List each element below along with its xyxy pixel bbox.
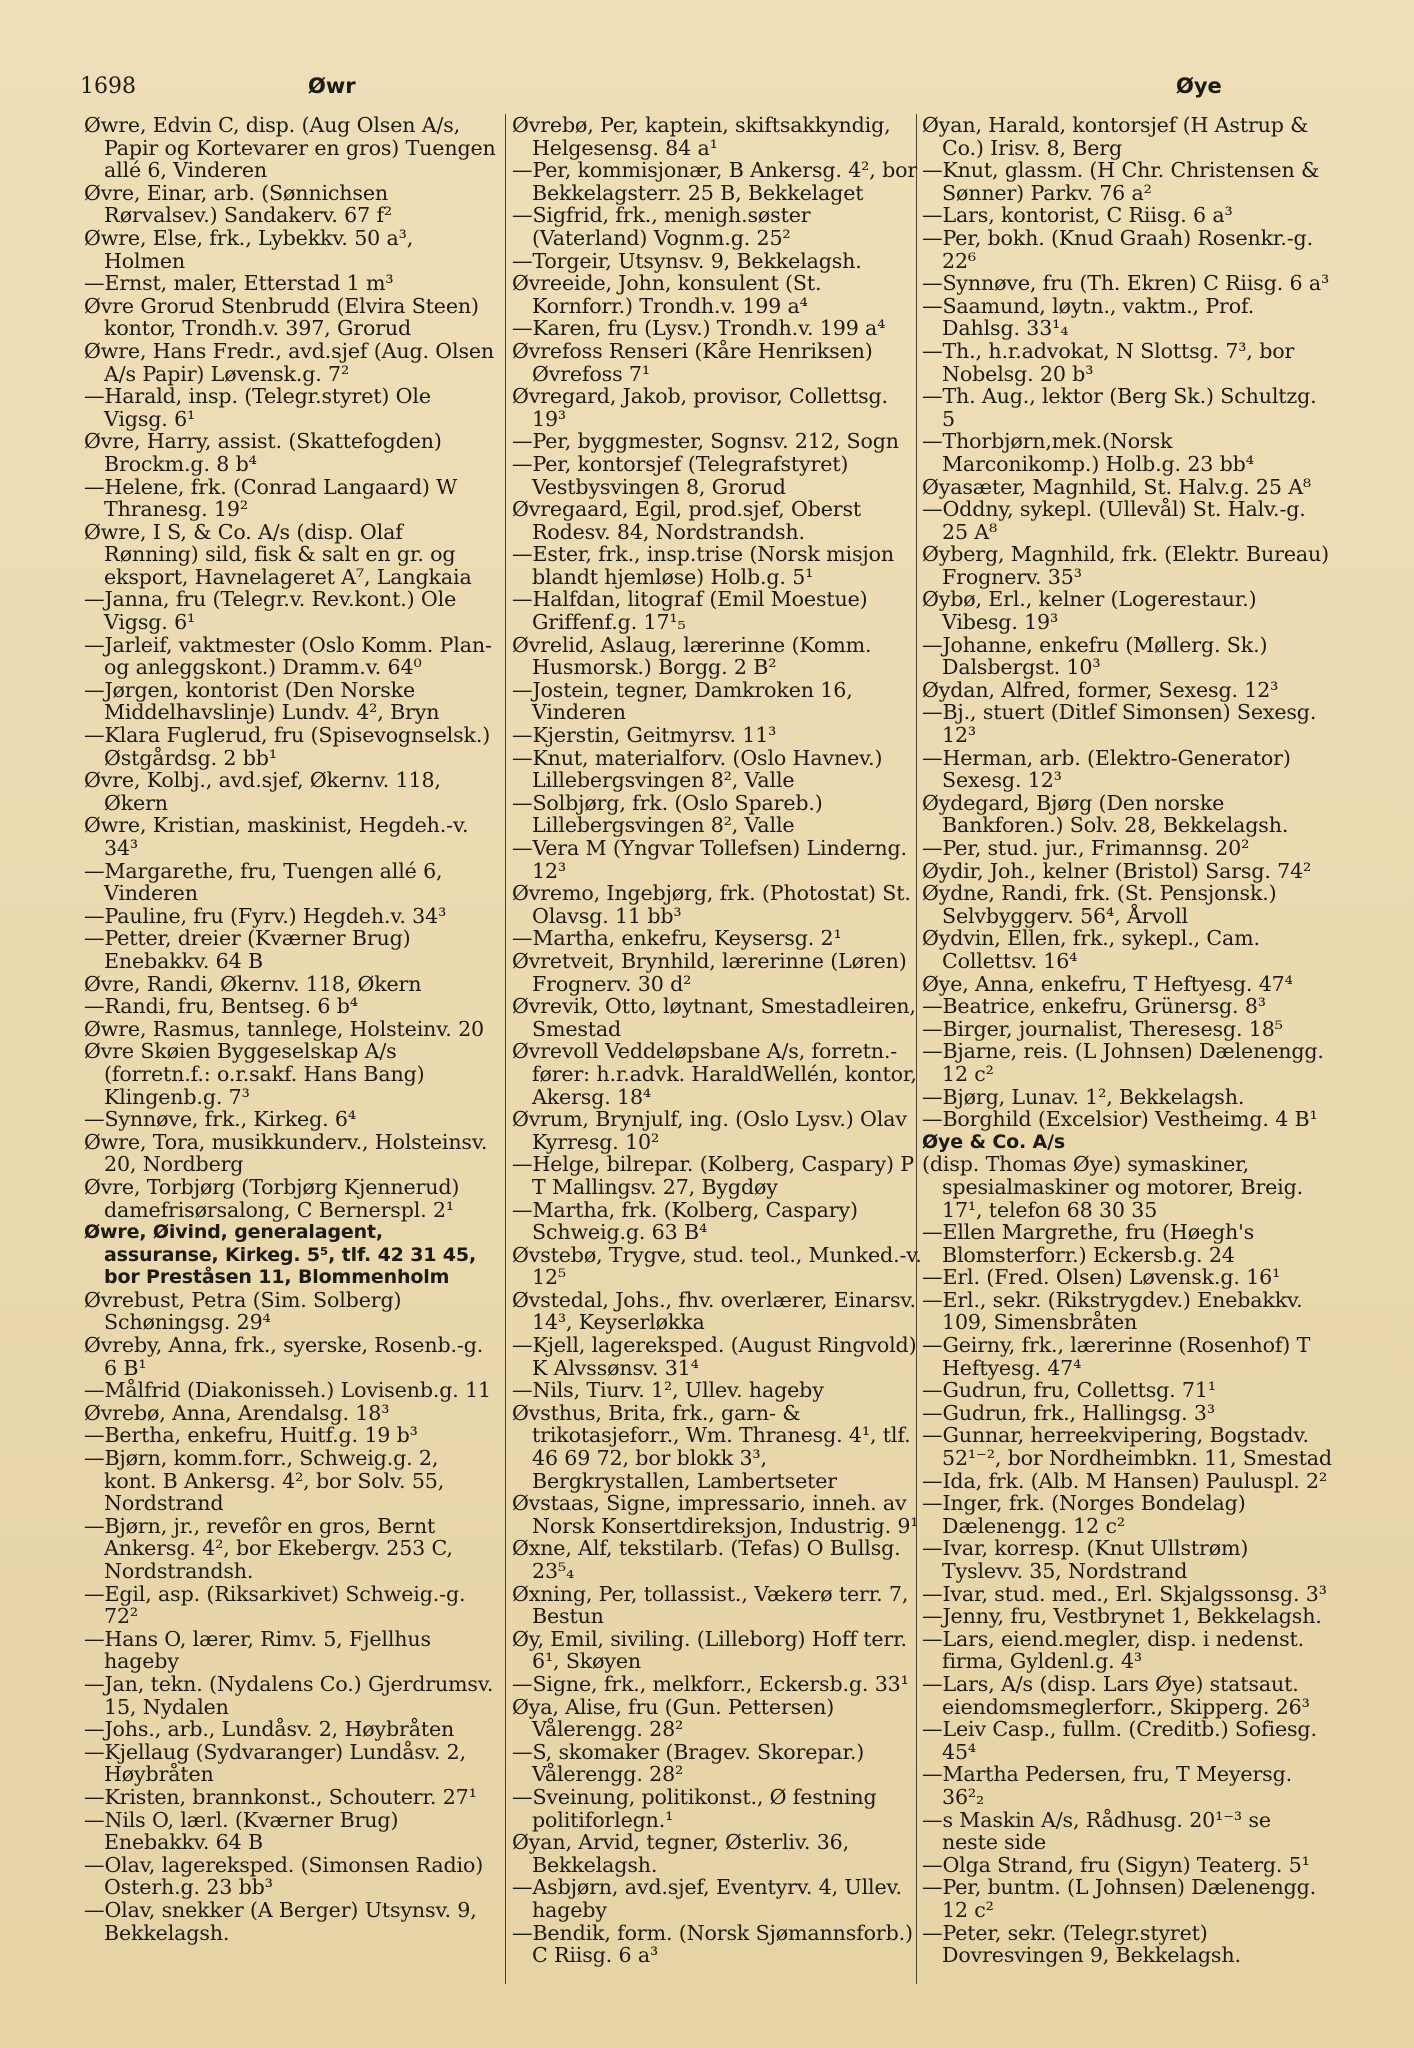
directory-entry: —Erl. (Fred. Olsen) Løvensk.g. 16¹	[922, 1265, 1281, 1290]
directory-entry: —Martha, enkefru, Keysersg. 2¹	[512, 926, 842, 951]
directory-entry: —Leiv Casp., fullm. (Creditb.) Sofiesg. 45⁴	[922, 1717, 1317, 1764]
directory-entry: —Inger, frk. (Norges Bondelag) Dælenengg. 12 c²	[922, 1491, 1246, 1538]
directory-entry: Øvre, Einar, arb. (Sønnichsen Rørvalsev.) Sandakerv. 67 f²	[84, 180, 393, 228]
directory-entry: —Bj., stuert (Ditlef Simonsen) Sexesg. 12³	[922, 700, 1317, 748]
directory-entry: —Beatrice, enkefru, Grünersg. 8³	[922, 994, 1266, 1019]
directory-entry: Øwre, Rasmus, tannlege, Holsteinv. 20	[84, 1016, 484, 1041]
directory-entry: Øyan, Harald, kontorsjef (H Astrup & Co.) Irisv. 8, Berg	[922, 113, 1309, 160]
directory-entry: —Erl., sekr. (Rikstrygdev.) Enebakkv. 109, Simensbråten	[922, 1287, 1303, 1335]
directory-entry: —Lars, kontorist, C Riisg. 6 a³	[922, 203, 1233, 228]
directory-entry: —Kjerstin, Geitmyrsv. 11³	[512, 723, 777, 748]
directory-entry: Øvrevik, Otto, løytnant, Smestadleiren, Smestad	[512, 994, 916, 1041]
directory-entry: —Per, kontorsjef (Telegrafstyret) Vestbysvingen 8, Grorud	[512, 451, 849, 499]
directory-entry: Øvre, Kolbj., avd.sjef, Økernv. 118, Økern	[84, 768, 441, 815]
directory-column-middle	[512, 114, 924, 1967]
directory-entry: —Bjørn, komm.forr., Schweig.g. 2, kont. B Ankersg. 4², bor Solv. 55, Nordstrand	[84, 1446, 445, 1516]
directory-entry: —Oddny, sykepl. (Ullevål) St. Halv.-g. 25 A⁸	[922, 497, 1306, 544]
directory-entry: —Jostein, tegner, Damkroken 16, Vinderen	[512, 677, 853, 725]
directory-entry: —Vera M (Yngvar Tollefsen) Linderng. 12³	[512, 836, 907, 883]
directory-entry: Øvstebø, Trygve, stud. teol., Munked.-v. 12⁵	[512, 1242, 922, 1290]
directory-column-right	[922, 114, 1332, 1967]
directory-entry: Øvre Grorud Stenbrudd (Elvira Steen) kontor, Trondh.v. 397, Grorud	[84, 293, 479, 341]
directory-entry: Øye & Co. A/s	[922, 1130, 1066, 1153]
directory-entry: —Per, kommisjonær, B Ankersg. 4², bor Bekkelagsterr. 25 B, Bekkelaget	[512, 158, 918, 205]
directory-entry: —Lars, A/s (disp. Lars Øye) statsaut. eiendomsmeglerforr., Skipperg. 26³	[922, 1671, 1310, 1719]
directory-entry: —Gunnar, herreekvipering, Bogstadv. 52¹⁻², bor Nordheimbkn. 11, Smestad	[922, 1423, 1332, 1471]
directory-entry: —Signe, frk., melkforr., Eckersb.g. 33¹	[512, 1671, 909, 1696]
directory-entry: Øxne, Alf, tekstilarb. (Tefas) O Bullsg. 23⁵₄	[512, 1536, 901, 1583]
directory-entry: Øwre, Øivind, generalagent, assuranse, Kirkeg. 5⁵, tlf. 42 31 45, bor Preståsen 11, Blommenholm	[84, 1221, 477, 1289]
directory-entry: —Borghild (Excelsior) Vestheimg. 4 B¹	[922, 1107, 1318, 1132]
directory-entry: —Lars, eiend.megler, disp. i nedenst. firma, Gyldenl.g. 4³	[922, 1626, 1305, 1674]
directory-entry: —Petter, dreier (Kværner Brug) Enebakkv. 64 B	[84, 926, 411, 973]
column-divider	[505, 114, 506, 1984]
directory-entry: —Ester, frk., insp.trise (Norsk misjon blandt hjemløse) Holb.g. 5¹	[512, 542, 894, 589]
directory-entry: —Th. Aug., lektor (Berg Sk.) Schultzg. 5	[922, 384, 1317, 431]
directory-entry: —Olav, snekker (A Berger) Utsynsv. 9, Bekkelagsh.	[84, 1897, 477, 1945]
directory-entry: Øwre, Hans Fredr., avd.sjef (Aug. Olsen A/s Papir) Løvensk.g. 7²	[84, 338, 495, 386]
directory-entry: —Randi, fru, Bentseg. 6 b⁴	[84, 994, 358, 1019]
directory-entry: Øvsthus, Brita, frk., garn- & trikotasjeforr., Wm. Thranesg. 4¹, tlf. 46 69 72, bor blokk 3³, Bergkrystallen, Lambertseter	[512, 1400, 911, 1493]
directory-entry: —Martha, frk. (Kolberg, Caspary) Schweig.g. 63 B⁴	[512, 1197, 858, 1245]
directory-entry: —Nils O, lærl. (Kværner Brug) Enebakkv. 64 B	[84, 1807, 399, 1855]
directory-entry: —Sveinung, politikonst., Ø festning politiforlegn.¹	[512, 1784, 877, 1832]
directory-entry: —Synnøve, frk., Kirkeg. 6⁴	[84, 1107, 356, 1132]
directory-entry: —Ivar, korresp. (Knut Ullstrøm) Tyslevv. 35, Nordstrand	[922, 1536, 1249, 1583]
directory-entry: Øydne, Randi, frk. (St. Pensjonsk.) Selvbyggerv. 56⁴, Årvoll	[922, 881, 1277, 928]
directory-entry: —Klara Fuglerud, fru (Spisevognselsk.) Østgårdsg. 2 bb¹	[84, 723, 491, 770]
directory-entry: —Jan, tekn. (Nydalens Co.) Gjerdrumsv. 15, Nydalen	[84, 1671, 494, 1719]
directory-entry: (disp. Thomas Øye) symaskiner, spesialmaskiner og motorer, Breig. 17¹, telefon 68 30 35	[922, 1152, 1304, 1222]
directory-entry: —Janna, fru (Telegr.v. Rev.kont.) Ole Vigsg. 6¹	[84, 587, 457, 635]
directory-entry: —Synnøve, fru (Th. Ekren) C Riisg. 6 a³	[922, 271, 1330, 296]
directory-entry: Øwre, Edvin C, disp. (Aug Olsen A/s, Papir og Kortevarer en gros) Tuengen allé 6, Vinderen	[84, 113, 496, 183]
directory-entry: —Helge, bilrepar. (Kolberg, Caspary) P T Mallingsv. 27, Bygdøy	[512, 1152, 914, 1199]
directory-entry: —Nils, Tiurv. 1², Ullev. hageby	[512, 1378, 824, 1403]
directory-entry: —Herman, arb. (Elektro-Generator) Sexesg. 12³	[922, 745, 1291, 793]
directory-entry: Øyasæter, Magnhild, St. Halv.g. 25 A⁸	[922, 474, 1312, 499]
directory-entry: —Johs., arb., Lundåsv. 2, Høybråten	[84, 1717, 455, 1742]
directory-entry: Øvre Skøien Byggeselskap A/s (forretn.f.: o.r.sakf. Hans Bang) Klingenb.g. 7³	[84, 1039, 425, 1109]
directory-entry: —Margarethe, fru, Tuengen allé 6, Vinderen	[84, 858, 443, 906]
directory-entry: —Jørgen, kontorist (Den Norske Middelhavslinje) Lundv. 4², Bryn	[84, 677, 440, 725]
directory-entry: —Thorbjørn,mek.(Norsk Marconikomp.) Holb.g. 23 bb⁴	[922, 429, 1254, 476]
directory-entry: —Bendik, form. (Norsk Sjømannsforb.) C Riisg. 6 a³	[512, 1920, 913, 1968]
directory-entry: —Gudrun, fru, Collettsg. 71¹	[922, 1378, 1216, 1403]
directory-entry: —Helene, frk. (Conrad Langaard) W Thranesg. 19²	[84, 474, 458, 522]
page-number: 1698	[80, 74, 136, 99]
directory-entry: Øwre, Kristian, maskinist, Hegdeh.-v. 34³	[84, 813, 469, 860]
directory-entry: Øvremo, Ingebjørg, frk. (Photostat) St. Olavsg. 11 bb³	[512, 881, 911, 928]
directory-entry: Øvretveit, Brynhild, lærerinne (Løren) Frognerv. 30 d²	[512, 948, 907, 996]
directory-entry: Øwre, Else, frk., Lybekkv. 50 a³, Holmen	[84, 225, 414, 273]
directory-entry: Øvre, Harry, assist. (Skattefogden) Brockm.g. 8 b⁴	[84, 429, 442, 476]
directory-entry: —Geirny, frk., lærerinne (Rosenhof) T Heftyesg. 47⁴	[922, 1333, 1311, 1380]
directory-entry: Øyberg, Magnhild, frk. (Elektr. Bureau) Frognerv. 35³	[922, 542, 1329, 589]
directory-entry: —Per, bokh. (Knud Graah) Rosenkr.-g. 22⁶	[922, 225, 1313, 273]
directory-entry: Øxning, Per, tollassist., Vækerø terr. 7, Bestun	[512, 1581, 909, 1629]
directory-entry: Øvrum, Brynjulf, ing. (Oslo Lysv.) Olav Kyrresg. 10²	[512, 1107, 907, 1154]
directory-entry: —Olga Strand, fru (Sigyn) Teaterg. 5¹	[922, 1852, 1310, 1877]
directory-entry: —s Maskin A/s, Rådhusg. 20¹⁻³ se neste side	[922, 1807, 1271, 1855]
directory-entry: Øvre, Torbjørg (Torbjørg Kjennerud) damefrisørsalong, C Bernerspl. 2¹	[84, 1174, 460, 1222]
directory-entry: —Halfdan, litograf (Emil Moestue) Griffenf.g. 17¹₅	[512, 587, 868, 635]
directory-entry: Øy, Emil, siviling. (Lilleborg) Hoff terr. 6¹, Skøyen	[512, 1626, 907, 1674]
directory-entry: Øwre, Tora, musikkunderv., Holsteinsv. 20, Nordberg	[84, 1129, 488, 1177]
directory-entry: Øydegard, Bjørg (Den norske Bankforen.) Solv. 28, Bekkelagsh.	[922, 790, 1289, 838]
directory-entry: —Bertha, enkefru, Huitf.g. 19 b³	[84, 1423, 418, 1448]
directory-entry: —Karen, fru (Lysv.) Trondh.v. 199 a⁴	[512, 316, 886, 341]
directory-entry: Øvrevoll Veddeløpsbane A/s, forretn.-fører: h.r.advk. HaraldWellén, kontor, Akersg. 18⁴	[512, 1039, 917, 1109]
directory-entry: —Jenny, fru, Vestbrynet 1, Bekkelagsh.	[922, 1604, 1322, 1629]
directory-entry: —Bjarne, reis. (L Johnsen) Dælenengg. 12 c²	[922, 1039, 1324, 1086]
directory-entry: —Gudrun, frk., Hallingsg. 3³	[922, 1400, 1215, 1425]
directory-entry: Øybø, Erl., kelner (Logerestaur.) Vibesg. 19³	[922, 587, 1257, 635]
directory-entry: Øvreeide, John, konsulent (St. Kornforr.) Trondh.v. 199 a⁴	[512, 271, 822, 318]
directory-entry: —Ellen Margrethe, fru (Høegh's Blomsterforr.) Eckersb.g. 24	[922, 1220, 1255, 1267]
directory-entry: —Pauline, fru (Fyrv.) Hegdeh.v. 34³	[84, 903, 447, 928]
directory-entry: —Martha Pedersen, fru, T Meyersg. 36²₂	[922, 1762, 1293, 1809]
directory-entry: Øvrebø, Anna, Arendalsg. 18³	[84, 1400, 390, 1425]
directory-entry: Øvregaard, Egil, prod.sjef, Oberst Rodesv. 84, Nordstrandsh.	[512, 497, 862, 544]
directory-entry: —Birger, journalist, Theresesg. 18⁵	[922, 1016, 1283, 1041]
directory-entry: Øvstaas, Signe, impressario, inneh. av Norsk Konsertdireksjon, Industrig. 9¹	[512, 1491, 919, 1538]
directory-entry: Øvrebust, Petra (Sim. Solberg) Schøningsg. 29⁴	[84, 1287, 402, 1335]
directory-entry: —Per, stud. jur., Frimannsg. 20²	[922, 836, 1250, 860]
directory-entry: —Harald, insp. (Telegr.styret) Ole Vigsg. 6¹	[84, 384, 431, 431]
directory-entry: —Ida, frk. (Alb. M Hansen) Pauluspl. 2²	[922, 1468, 1328, 1493]
directory-entry: Øya, Alise, fru (Gun. Pettersen) Vålerengg. 28²	[512, 1694, 835, 1742]
directory-entry: Øydvin, Ellen, frk., sykepl., Cam. Collettsv. 16⁴	[922, 926, 1260, 973]
directory-entry: —Knut, glassm. (H Chr. Christensen & Sønner) Parkv. 76 a²	[922, 158, 1320, 205]
directory-entry: —Knut, materialforv. (Oslo Havnev.) Lillebergsvingen 8², Valle	[512, 745, 883, 793]
directory-entry: —Målfrid (Diakonisseh.) Lovisenb.g. 11	[84, 1378, 491, 1403]
directory-entry: Øvre, Randi, Økernv. 118, Økern	[84, 971, 422, 996]
directory-entry: —Olav, lagereksped. (Simonsen Radio) Osterh.g. 23 bb³	[84, 1852, 484, 1900]
directory-entry: —Solbjørg, frk. (Oslo Spareb.) Lillebergsvingen 8², Valle	[512, 790, 823, 838]
directory-column-left	[84, 114, 496, 1944]
directory-entry: Øydir, Joh., kelner (Bristol) Sarsg. 74²	[922, 858, 1312, 883]
directory-entry: Øvrebø, Per, kaptein, skiftsakkyndig, Helgesensg. 84 a¹	[512, 113, 891, 160]
directory-entry: Øye, Anna, enkefru, T Heftyesg. 47⁴	[922, 971, 1293, 996]
directory-entry: Øvrelid, Aslaug, lærerinne (Komm. Husmorsk.) Borgg. 2 B²	[512, 632, 872, 680]
directory-entry: —Kjellaug (Sydvaranger) Lundåsv. 2, Høybråten	[84, 1739, 466, 1787]
directory-entry: —Sigfrid, frk., menigh.søster (Vaterland) Vognm.g. 25²	[512, 203, 811, 250]
right-guide-word: Øye	[1176, 74, 1222, 98]
directory-entry: —Kristen, brannkonst., Schouterr. 27¹	[84, 1784, 477, 1809]
directory-entry: —Torgeir, Utsynsv. 9, Bekkelagsh.	[512, 248, 862, 273]
directory-entry: —Johanne, enkefru (Møllerg. Sk.) Dalsbergst. 10³	[922, 632, 1268, 680]
directory-entry: —S, skomaker (Bragev. Skorepar.) Vålerengg. 28²	[512, 1739, 865, 1787]
directory-entry: —Per, buntm. (L Johnsen) Dælenengg. 12 c²	[922, 1875, 1317, 1922]
directory-entry: —Bjørn, jr., revefôr en gros, Bernt Ankersg. 4², bor Ekebergv. 253 C, Nordstrandsh.	[84, 1513, 453, 1583]
directory-entry: Øvregard, Jakob, provisor, Collettsg. 19³	[512, 384, 888, 431]
page-header	[80, 74, 1350, 114]
directory-entry: Øvstedal, Johs., fhv. overlærer, Einarsv. 14³, Keyserløkka	[512, 1287, 916, 1335]
directory-entry: —Th., h.r.advokat, N Slottsg. 7³, bor Nobelsg. 20 b³	[922, 338, 1295, 386]
directory-entry: —Ivar, stud. med., Erl. Skjalgssonsg. 3³	[922, 1581, 1327, 1606]
directory-entry: —Egil, asp. (Riksarkivet) Schweig.-g. 72²	[84, 1581, 466, 1629]
directory-entry: Øydan, Alfred, former, Sexesg. 12³	[922, 677, 1279, 702]
directory-entry: Øvreby, Anna, frk., syerske, Rosenb.-g. 6 B¹	[84, 1333, 484, 1380]
directory-entry: Øvrefoss Renseri (Kåre Henriksen) Øvrefoss 7¹	[512, 338, 873, 386]
directory-entry: —Saamund, løytn., vaktm., Prof. Dahlsg. 33¹₄	[922, 293, 1255, 341]
directory-entry: —Jarleif, vaktmester (Oslo Komm. Plan- og anleggskont.) Dramm.v. 64⁰	[84, 632, 492, 680]
directory-entry: Øyan, Arvid, tegner, Østerliv. 36, Bekkelagsh.	[512, 1830, 849, 1877]
directory-entry: —Kjell, lagereksped. (August Ringvold) K Alvssønsv. 31⁴	[512, 1333, 917, 1380]
left-guide-word: Øwr	[308, 74, 356, 98]
directory-entry: —Peter, sekr. (Telegr.styret) Dovresvingen 9, Bekkelagsh.	[922, 1920, 1241, 1968]
directory-entry: —Hans O, lærer, Rimv. 5, Fjellhus hageby	[84, 1626, 431, 1674]
directory-entry: —Bjørg, Lunav. 1², Bekkelagsh.	[922, 1084, 1245, 1109]
directory-entry: —Per, byggmester, Sognsv. 212, Sogn	[512, 429, 899, 454]
directory-entry: Øwre, I S, & Co. A/s (disp. Olaf Rønning) sild, fisk & salt en gr. og eksport, Havnelageret A⁷, Langkaia	[84, 519, 472, 589]
directory-entry: —Asbjørn, avd.sjef, Eventyrv. 4, Ullev. hageby	[512, 1875, 902, 1922]
directory-entry: —Ernst, maler, Etterstad 1 m³	[84, 271, 394, 296]
